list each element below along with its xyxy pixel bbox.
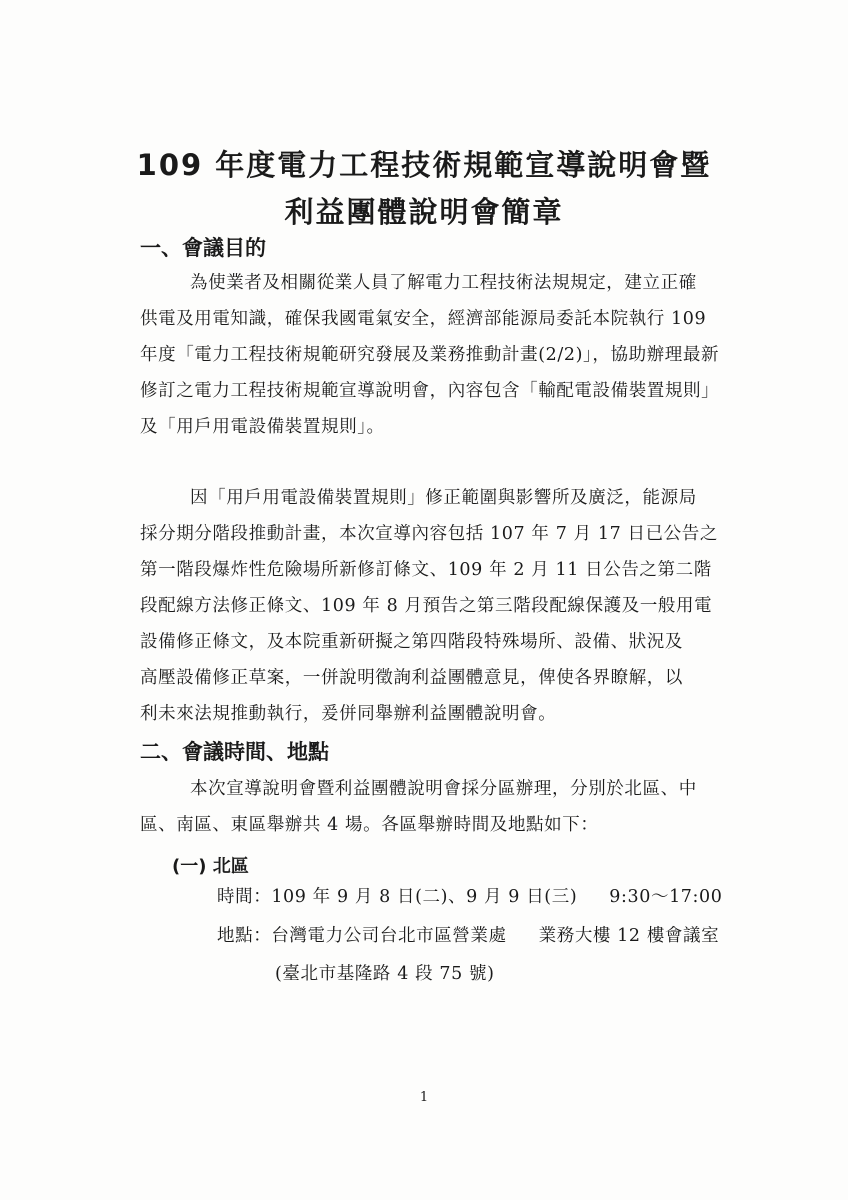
north-place (217, 922, 719, 947)
paragraph-line: 為使業者及相關從業人員了解電力工程技術法規規定，建立正確 (190, 273, 697, 293)
north-time (217, 883, 723, 908)
paragraph-line: 年度「電力工程技術規範研究發展及業務推動計畫(2/2)」，協助辦理最新 (140, 345, 720, 365)
north-address: (臺北市基隆路 4 段 75 號) (275, 964, 495, 984)
place-name: 台灣電力公司台北市區營業處 (271, 926, 507, 946)
page-number: 1 (419, 1090, 429, 1105)
paragraph-line: 本次宣導說明會暨利益團體說明會採分區辦理，分別於北區、中 (190, 779, 697, 799)
paragraph-line: 採分期分階段推動計畫，本次宣導內容包括 107 年 7 月 17 日已公告之 (140, 524, 718, 544)
time-hours: 9:30～17:00 (609, 887, 723, 907)
section-heading-purpose: 一、會議目的 (140, 236, 266, 260)
paragraph-line: 及「用戶用電設備裝置規則」。 (140, 417, 385, 437)
purpose-paragraph-1 (140, 265, 740, 445)
document-title-line-1: 109 年度電力工程技術規範宣導說明會暨 (136, 148, 712, 182)
time-place-paragraph (140, 771, 740, 843)
north-region-heading: (一) 北區 (172, 856, 249, 877)
place-label: 地點： (217, 926, 272, 946)
paragraph-line: 因「用戶用電設備裝置規則」修正範圍與影響所及廣泛，能源局 (190, 488, 697, 508)
paragraph-line: 高壓設備修正草案，一併說明徵詢利益團體意見，俾使各界瞭解，以 (140, 668, 683, 688)
paragraph-line: 第一階段爆炸性危險場所新修訂條文、109 年 2 月 11 日公告之第二階 (140, 560, 712, 580)
time-label: 時間： (217, 887, 272, 907)
paragraph-line: 設備修正條文，及本院重新研擬之第四階段特殊場所、設備、狀況及 (140, 632, 683, 652)
paragraph-line: 修訂之電力工程技術規範宣導說明會，內容包含「輸配電設備裝置規則」 (140, 381, 720, 401)
time-dates: 109 年 9 月 8 日(二)、9 月 9 日(三) (271, 887, 578, 907)
place-room: 業務大樓 12 樓會議室 (538, 926, 720, 946)
paragraph-line: 供電及用電知識，確保我國電氣安全，經濟部能源局委託本院執行 109 (140, 309, 707, 329)
paragraph-line: 利未來法規推動執行，爰併同舉辦利益團體說明會。 (140, 704, 557, 724)
purpose-paragraph-2 (140, 480, 740, 732)
paragraph-line: 區、南區、東區舉辦共 4 場。各區舉辦時間及地點如下： (140, 815, 599, 835)
document-title-line-2: 利益團體說明會簡章 (284, 195, 564, 229)
paragraph-line: 段配線方法修正條文、109 年 8 月預告之第三階段配線保護及一般用電 (140, 596, 713, 616)
section-heading-time-place: 二、會議時間、地點 (140, 740, 329, 764)
